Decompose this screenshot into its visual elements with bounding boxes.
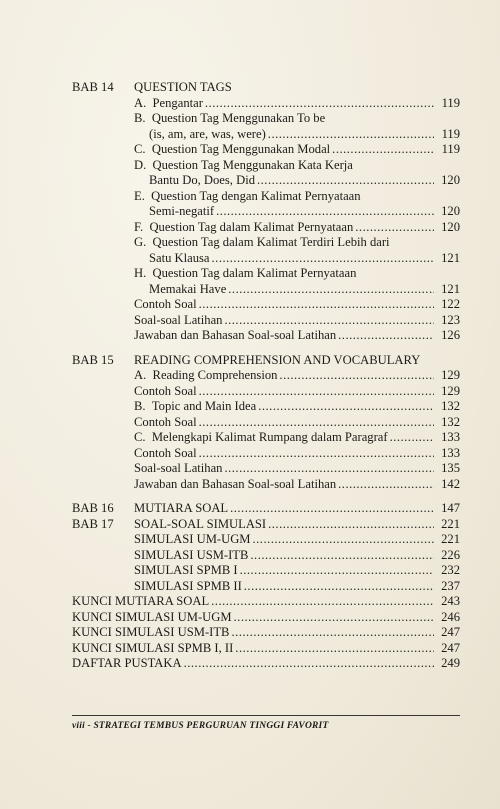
leader-dots (235, 641, 434, 657)
leader-dots (231, 625, 434, 641)
toc-entry-label: Satu Klausa (149, 250, 210, 265)
leader-dots (199, 384, 434, 400)
page-number: 132 (441, 399, 460, 413)
toc-entry (72, 313, 460, 329)
leader-dots (338, 328, 434, 344)
chapter-title: READING COMPREHENSION AND VOCABULARY (134, 352, 421, 367)
toc-entry-label: Contoh Soal (134, 297, 197, 311)
toc-entry (72, 189, 460, 205)
toc-entry-label: C. Question Tag Menggunakan Modal (134, 142, 331, 156)
toc-entry (72, 563, 460, 579)
leader-dots (268, 127, 434, 143)
toc-entry-label: Contoh Soal (134, 414, 197, 429)
page-number: 132 (441, 414, 460, 429)
toc-entry (72, 235, 460, 251)
toc-entry-label: SIMULASI UM-UGM (134, 532, 251, 546)
toc-entry (72, 204, 460, 220)
chapter-number: BAB 14 (72, 80, 114, 94)
leader-dots (216, 204, 434, 220)
leader-dots (338, 477, 434, 493)
page-number: 120 (441, 219, 460, 234)
chapter-heading-17 (72, 517, 460, 533)
toc-entry (72, 399, 460, 415)
page-number: 147 (441, 501, 460, 515)
toc-entry (72, 446, 460, 462)
toc-entry-label: KUNCI MUTIARA SOAL (72, 594, 210, 608)
back-matter-entries (72, 594, 460, 672)
page-number: 226 (441, 547, 460, 562)
toc-entry-label: E. Question Tag dengan Kalimat Pernyataan (134, 188, 361, 203)
table-of-contents (72, 80, 460, 672)
page-number: 142 (441, 476, 460, 491)
page-number: 129 (441, 383, 460, 398)
page-number: 120 (441, 173, 460, 187)
toc-entry (72, 415, 460, 431)
chapter-14-entries (72, 96, 460, 344)
chapter-title: MUTIARA SOAL (134, 501, 229, 515)
page-number: 247 (441, 625, 460, 639)
toc-entry-label: SIMULASI USM-ITB (134, 547, 249, 562)
toc-entry (72, 532, 460, 548)
chapter-heading-16 (72, 501, 460, 517)
page-number: 237 (441, 578, 460, 593)
toc-entry (72, 461, 460, 477)
page-number: 129 (441, 368, 460, 382)
page-number: 243 (441, 594, 460, 608)
leader-dots (199, 297, 434, 313)
page-number: 133 (441, 430, 460, 444)
toc-entry (72, 594, 460, 610)
page-number: 221 (441, 516, 460, 531)
toc-entry (72, 282, 460, 298)
toc-entry-label: SIMULASI SPMB II (134, 578, 242, 593)
leader-dots (240, 563, 434, 579)
page-number: 247 (441, 640, 460, 655)
leader-dots (228, 282, 434, 298)
toc-entry (72, 266, 460, 282)
leader-dots (212, 251, 434, 267)
toc-entry-label: SIMULASI SPMB I (134, 563, 238, 577)
toc-entry-label: Contoh Soal (134, 383, 197, 398)
page-number: 221 (441, 532, 460, 546)
chapter-heading-15 (72, 353, 460, 369)
toc-entry (72, 641, 460, 657)
toc-entry-label: Memakai Have (149, 281, 227, 296)
toc-entry-label: DAFTAR PUSTAKA (72, 656, 182, 670)
toc-entry-label: A. Reading Comprehension (134, 368, 278, 382)
chapter-title: QUESTION TAGS (134, 80, 232, 94)
leader-dots (390, 430, 434, 446)
toc-entry-label: Jawaban dan Bahasan Soal-soal Latihan (134, 328, 337, 342)
leader-dots (205, 96, 434, 112)
chapter-number: BAB 16 (72, 501, 114, 515)
leader-dots (199, 415, 434, 431)
toc-entry-label: Contoh Soal (134, 445, 197, 460)
page-number: 249 (441, 656, 460, 670)
page-number: 133 (441, 445, 460, 460)
leader-dots (250, 548, 434, 564)
page-number: 119 (441, 95, 460, 110)
page-number: 119 (441, 126, 460, 141)
chapter-number: BAB 17 (72, 516, 114, 531)
toc-entry (72, 297, 460, 313)
chapter-17-entries (72, 532, 460, 594)
toc-entry-label: F. Question Tag dalam Kalimat Pernyataan (134, 219, 354, 234)
toc-entry (72, 579, 460, 595)
leader-dots (234, 610, 434, 626)
toc-entry (72, 111, 460, 127)
leader-dots (211, 594, 434, 610)
leader-dots (199, 446, 434, 462)
leader-dots (230, 501, 434, 517)
page-number: 119 (441, 142, 460, 156)
page-number: 122 (441, 297, 460, 311)
leader-dots (224, 313, 434, 329)
toc-entry (72, 251, 460, 267)
page-number: 135 (441, 461, 460, 475)
toc-entry (72, 127, 460, 143)
toc-entry-label: Bantu Do, Does, Did (149, 173, 255, 187)
toc-entry-label: Soal-soal Latihan (134, 312, 223, 327)
page-number: 121 (441, 250, 460, 265)
toc-entry-label: G. Question Tag dalam Kalimat Terdiri Lebih dari (134, 235, 390, 249)
toc-entry (72, 96, 460, 112)
toc-entry (72, 610, 460, 626)
toc-entry-label: Jawaban dan Bahasan Soal-soal Latihan (134, 476, 337, 491)
page-number: 123 (441, 312, 460, 327)
chapter-title: SOAL-SOAL SIMULASI (134, 516, 267, 531)
toc-entry (72, 142, 460, 158)
footer-rule (72, 715, 460, 716)
page-number: 121 (441, 281, 460, 296)
running-footer: viii - STRATEGI TEMBUS PERGURUAN TINGGI FAVORIT (72, 721, 329, 731)
toc-entry-label: A. Pengantar (134, 95, 203, 110)
toc-entry (72, 548, 460, 564)
chapter-number: BAB 15 (72, 352, 114, 367)
leader-dots (253, 532, 435, 548)
toc-entry-label: D. Question Tag Menggunakan Kata Kerja (134, 157, 353, 172)
leader-dots (257, 173, 434, 189)
leader-dots (224, 461, 434, 477)
page-number: 126 (441, 328, 460, 342)
leader-dots (268, 517, 434, 533)
toc-entry (72, 477, 460, 493)
toc-entry-label: KUNCI SIMULASI SPMB I, II (72, 640, 234, 655)
toc-entry-label: (is, am, are, was, were) (149, 126, 266, 141)
toc-entry-label: KUNCI SIMULASI USM-ITB (72, 625, 230, 639)
toc-entry-label: KUNCI SIMULASI UM-UGM (72, 609, 232, 624)
toc-entry (72, 220, 460, 236)
leader-dots (332, 142, 434, 158)
toc-entry-label: H. Question Tag dalam Kalimat Pernyataan (134, 266, 357, 280)
toc-entry (72, 328, 460, 344)
leader-dots (355, 220, 434, 236)
toc-entry (72, 625, 460, 641)
leader-dots (244, 579, 434, 595)
page-number: 232 (441, 563, 460, 577)
toc-entry (72, 430, 460, 446)
toc-entry-label: Soal-soal Latihan (134, 461, 223, 475)
chapter-15-entries (72, 368, 460, 492)
toc-entry (72, 384, 460, 400)
page-number: 246 (441, 609, 460, 624)
toc-entry (72, 368, 460, 384)
chapter-heading-14 (72, 80, 460, 96)
leader-dots (279, 368, 434, 384)
toc-entry (72, 656, 460, 672)
leader-dots (184, 656, 434, 672)
leader-dots (258, 399, 434, 415)
toc-entry-label: B. Topic and Main Idea (134, 399, 257, 413)
toc-entry-label: B. Question Tag Menggunakan To be (134, 111, 326, 125)
toc-entry-label: C. Melengkapi Kalimat Rumpang dalam Paragraf (134, 430, 388, 444)
toc-entry-label: Semi-negatif (149, 204, 215, 218)
toc-entry (72, 173, 460, 189)
toc-entry (72, 158, 460, 174)
page-number: 120 (441, 204, 460, 218)
